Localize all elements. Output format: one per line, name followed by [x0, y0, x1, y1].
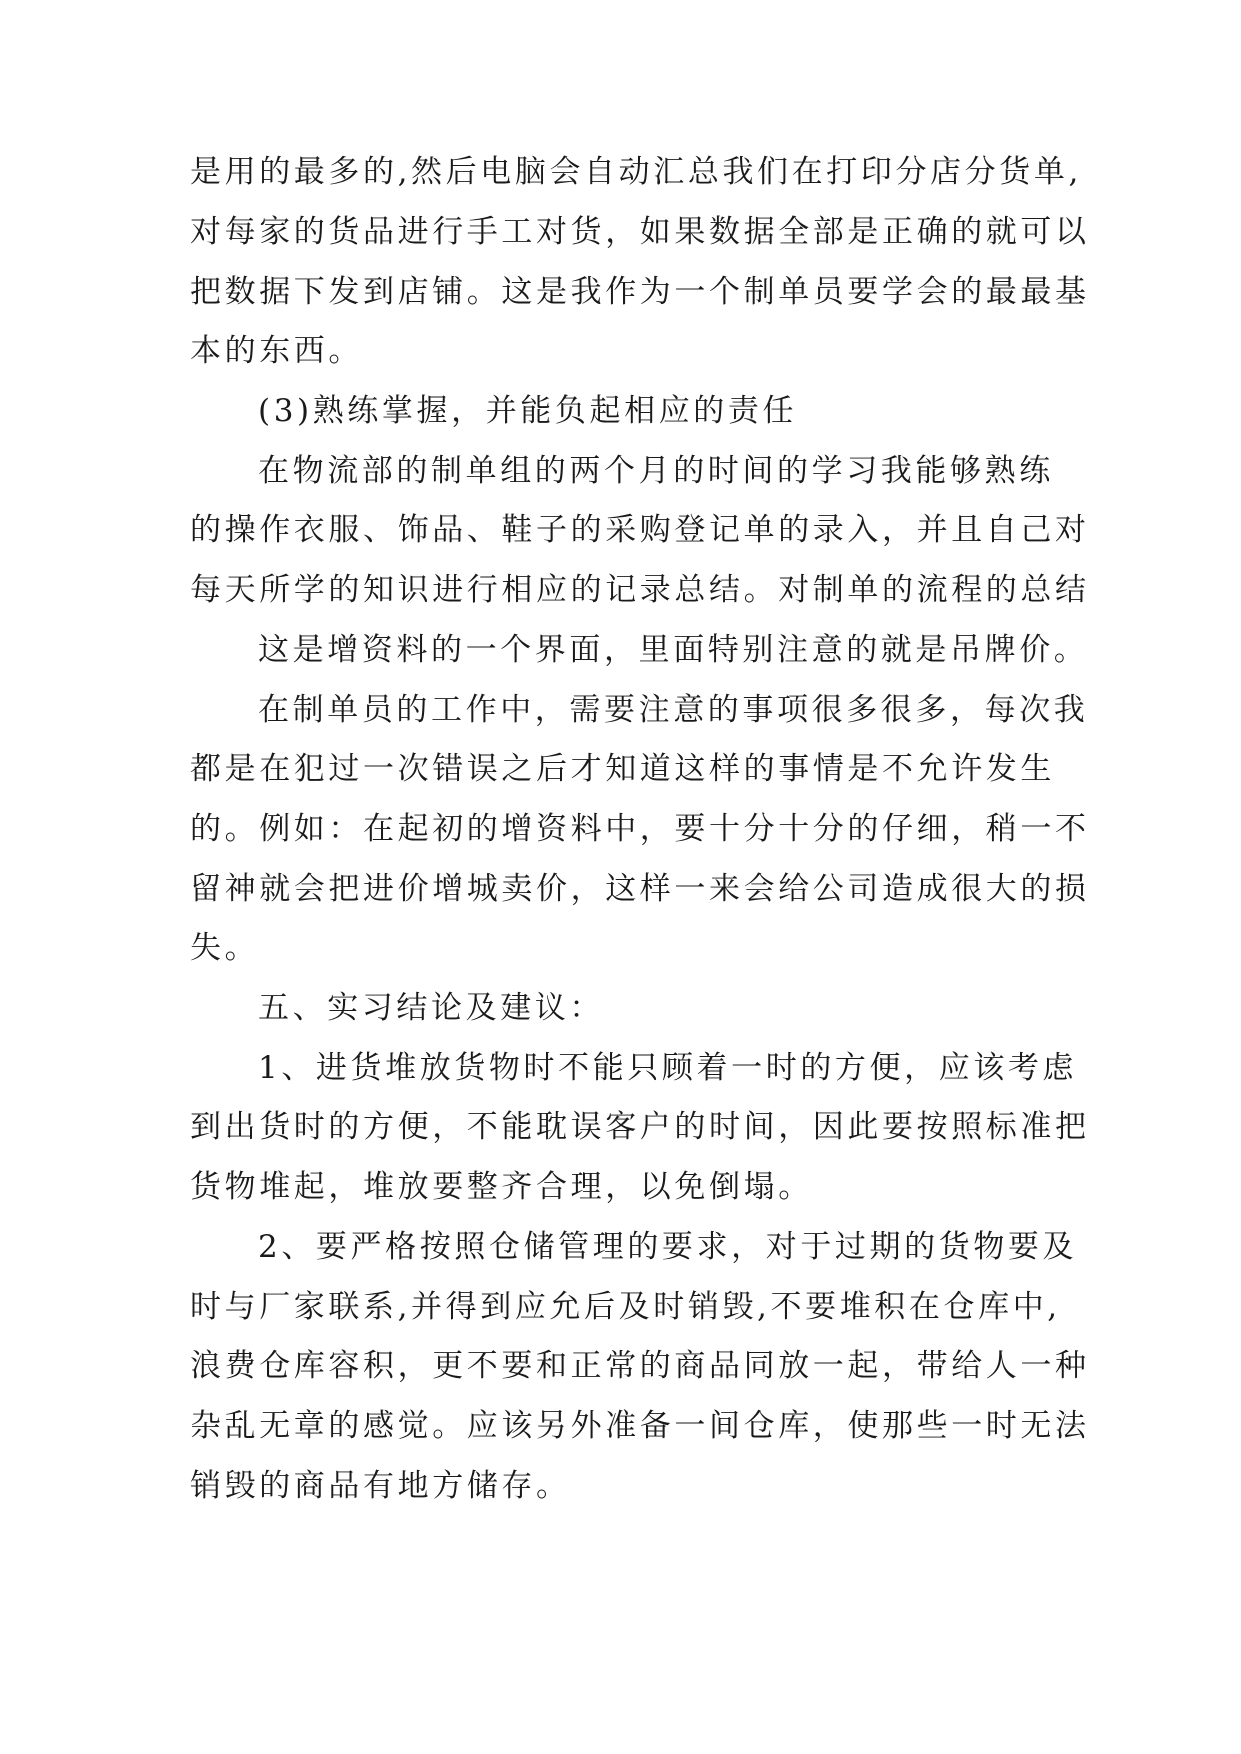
text-line: 时与厂家联系,并得到应允后及时销毁,不要堆积在仓库中, [190, 1289, 1061, 1325]
text-line: 1、进货堆放货物时不能只顾着一时的方便，应该考虑 [258, 1050, 1078, 1086]
text-line: 本的东西。 [190, 333, 363, 369]
text-line: 把数据下发到店铺。这是我作为一个制单员要学会的最最基 [190, 274, 1090, 310]
text-line: 的操作衣服、饰品、鞋子的采购登记单的录入，并且自己对 [190, 512, 1090, 548]
text-line: 对每家的货品进行手工对货，如果数据全部是正确的就可以 [190, 214, 1090, 250]
text-line: 失。 [190, 930, 260, 966]
text-line: 货物堆起，堆放要整齐合理，以免倒塌。 [190, 1169, 813, 1205]
section-heading: (3)熟练掌握，并能负起相应的责任 [258, 393, 798, 429]
text-line: 留神就会把进价增城卖价，这样一来会给公司造成很大的损 [190, 871, 1090, 907]
section-heading: 五、实习结论及建议： [258, 990, 604, 1026]
text-line: 杂乱无章的感觉。应该另外准备一间仓库，使那些一时无法 [190, 1408, 1090, 1444]
text-line: 2、要严格按照仓储管理的要求，对于过期的货物要及 [258, 1229, 1078, 1265]
text-line: 销毁的商品有地方储存。 [190, 1468, 571, 1504]
text-line: 都是在犯过一次错误之后才知道这样的事情是不允许发生 [190, 751, 1055, 787]
text-line: 每天所学的知识进行相应的记录总结。对制单的流程的总结 [190, 572, 1090, 608]
text-line: 在物流部的制单组的两个月的时间的学习我能够熟练 [258, 453, 1054, 489]
text-line: 这是增资料的一个界面，里面特别注意的就是吊牌价。 [258, 632, 1089, 668]
text-line: 的。例如：在起初的增资料中，要十分十分的仔细，稍一不 [190, 811, 1090, 847]
text-line: 在制单员的工作中，需要注意的事项很多很多，每次我 [258, 692, 1089, 728]
text-line: 是用的最多的,然后电脑会自动汇总我们在打印分店分货单, [190, 154, 1082, 190]
text-line: 到出货时的方便，不能耽误客户的时间，因此要按照标准把 [190, 1109, 1090, 1145]
text-line: 浪费仓库容积，更不要和正常的商品同放一起，带给人一种 [190, 1348, 1090, 1384]
